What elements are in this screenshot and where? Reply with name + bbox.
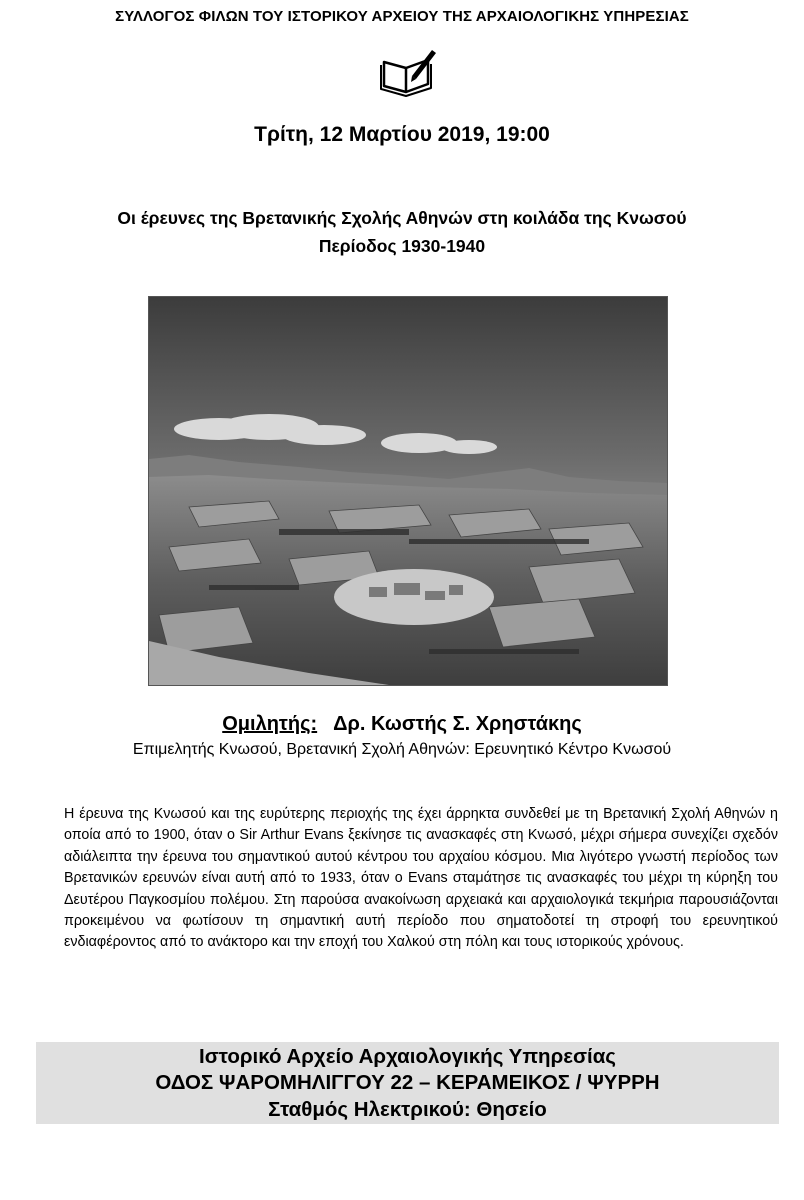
event-period: Περίοδος 1930-1940 (318, 236, 486, 256)
venue-name: Ιστορικό Αρχείο Αρχαιολογικής Υπηρεσίας (199, 1045, 616, 1068)
venue-address: ΟΔΟΣ ΨΑΡΟΜΗΛΙΓΓΟΥ 22 – ΚΕΡΑΜΕΙΚΟΣ / ΨΥΡΡΗ (155, 1071, 660, 1094)
venue-station: Σταθμός Ηλεκτρικού: Θησείο (268, 1098, 547, 1121)
speaker-name: Δρ. Κωστής Σ. Χρηστάκης (333, 713, 582, 735)
open-book-pen-icon (378, 46, 438, 98)
abstract-text: Η έρευνα της Κνωσού και της ευρύτερης περιοχής της έχει άρρηκτα συνδεθεί με τη Βρετανική Σχολή Αθηνών η οποία από το 1900, όταν ο Sir Arthur Evans ξεκίνησε τις ανασκαφές στη Κνωσό, μέχρι σήμερα συνεχίζει σχεδόν αδιάλειπτα την έρευνα του σημαντικού αυτού κέντρου του αρχαίου κόσμου. Μια λιγότερο γνωστή περίοδος των Βρετανικών ερευνών είναι αυτή από το 1933, όταν ο Evans σταμάτησε τις ανασκαφές του μέχρι τη κύρηξη του Δευτέρου Παγκοσμίου πολέμου. Στη παρούσα ανακοίνωση αρχειακά και αρχαιολογικά τεκμήρια παρουσιάζονται προκειμένου να φωτίσουν τη σημαντική αυτή περίοδο που σηματοδοτεί τη στροφή του ερευνητικού ενδιαφέροντος από το ανάκτορο και την εποχή του Χαλκού στη πόλη και τους ιστορικούς χρόνους. (64, 806, 778, 951)
aerial-photo-knossos-valley (148, 296, 668, 686)
event-title: Οι έρευνες της Βρετανικής Σχολής Αθηνών στη κοιλάδα της Κνωσού (117, 208, 687, 228)
venue-box (36, 1042, 779, 1124)
speaker-line (0, 713, 804, 736)
organization-header: ΣΥΛΛΟΓΟΣ ΦΙΛΩΝ ΤΟΥ ΙΣΤΟΡΙΚΟΥ ΑΡΧΕΙΟΥ ΤΗΣ ΑΡΧΑΙΟΛΟΓΙΚΗΣ ΥΠΗΡΕΣΙΑΣ (115, 8, 689, 25)
speaker-affiliation: Επιμελητής Κνωσού, Βρετανική Σχολή Αθηνών: Ερευνητικό Κέντρο Κνωσού (132, 741, 672, 758)
event-date: Τρίτη, 12 Μαρτίου 2019, 19:00 (254, 123, 550, 146)
speaker-label: Ομιλητής: (222, 713, 318, 735)
